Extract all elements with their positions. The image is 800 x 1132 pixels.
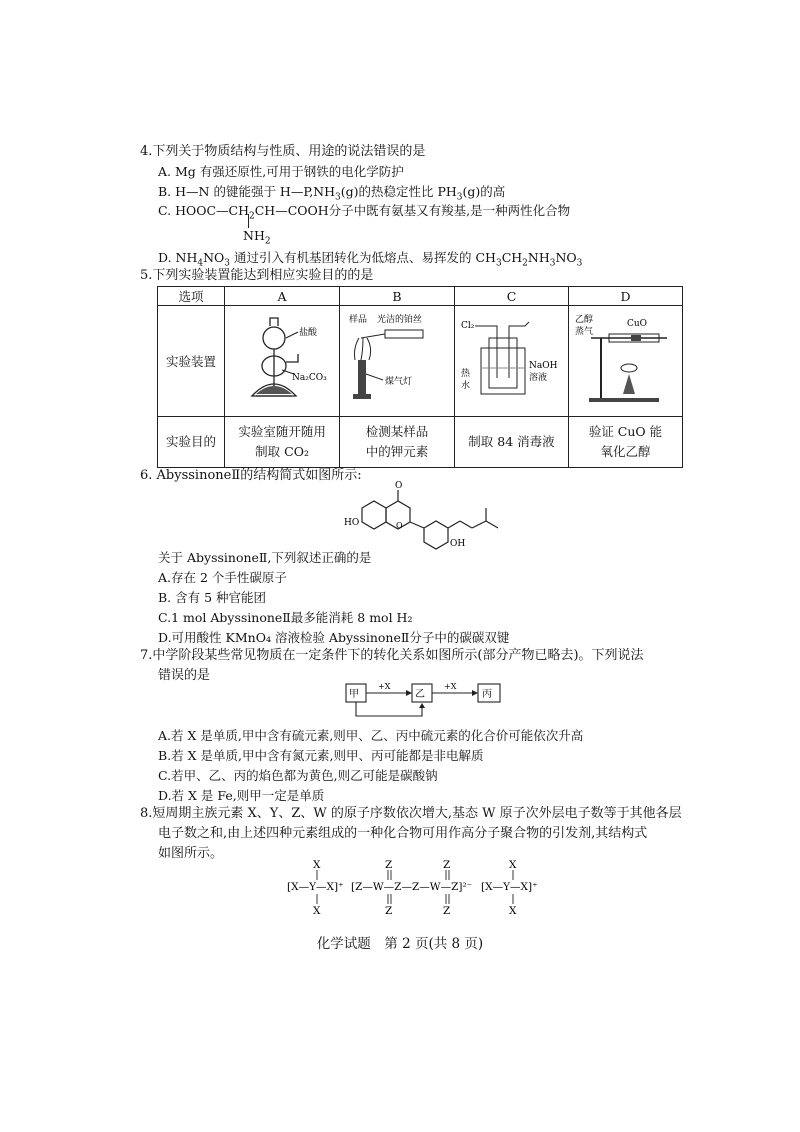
aim-b: [340, 417, 455, 468]
aim-line: 氧化乙醇: [600, 444, 651, 459]
q5-table: [157, 286, 683, 468]
formula-anion: [Z—W—Z—Z—W—Z]²⁻: [351, 881, 473, 893]
q4-option-c: C. $HOOC—CH_2CH—COOH$分子中既有氨基又有羧基,是一种两性化合物: [158, 203, 571, 222]
q7-transform-diagram: [340, 678, 510, 726]
q7-stem-2: 错误的是: [158, 668, 211, 683]
header-d: D: [568, 287, 682, 306]
z-top-1: Z: [385, 859, 393, 871]
aim-line: 检测某样品: [365, 424, 429, 439]
x-top-1: X: [313, 859, 321, 871]
aim-line: 验证 CuO 能: [588, 424, 663, 439]
formula-cation-1: [X—Y—X]⁺: [287, 881, 344, 893]
x-top-2: X: [509, 859, 517, 871]
q6-option-a: A.存在 2 个手性碳原子: [158, 570, 287, 585]
mol-o: O: [395, 481, 403, 491]
q6-option-c: C.1 mol AbyssinoneⅡ最多能消耗 8 mol H₂: [158, 610, 413, 625]
header-option: 选项: [158, 287, 225, 306]
label-cl2: Cl₂: [461, 320, 475, 331]
label-hot: 热: [461, 368, 471, 379]
apparatus-d: [568, 306, 682, 417]
cuo-oxidation-icon: [569, 308, 681, 412]
q8-stem-2: 电子数之和,由上述四种元素组成的一种化合物可用作高分子聚合物的引发剂,其结构式: [158, 826, 648, 841]
label-platinum-wire: 光洁的铂丝: [377, 314, 423, 325]
box-bing: 丙: [482, 689, 492, 700]
z-top-2: Z: [443, 859, 451, 871]
apparatus-c: [455, 306, 569, 417]
mol-ho: HO: [344, 518, 360, 528]
kipp-apparatus-icon: [226, 308, 338, 412]
aim-line: 中的钾元素: [365, 444, 429, 459]
row-apparatus-label: 实验装置: [158, 306, 225, 417]
q6-option-b: B. 含有 5 种官能团: [158, 590, 267, 605]
q7-option-b: B.若 X 是单质,甲中含有氮元素,则甲、丙可能都是非电解质: [158, 748, 484, 763]
label-vapor: 蒸气: [575, 326, 594, 337]
z-bottom-1: Z: [385, 905, 393, 917]
label-ethanol: 乙醇: [575, 314, 594, 325]
label-na2co3: Na₂CO₃: [292, 372, 327, 383]
z-bottom-2: Z: [443, 905, 451, 917]
bleach-prep-icon: [455, 308, 567, 412]
label-water: 水: [461, 380, 471, 391]
aim-c: [455, 417, 569, 468]
q7-option-c: C.若甲、乙、丙的焰色都为黄色,则乙可能是碳酸钠: [158, 768, 438, 783]
label-solution: 溶液: [529, 372, 548, 383]
aim-line: 制取 84 消毒液: [468, 434, 555, 449]
label-cuo: CuO: [627, 318, 648, 329]
label-burner: 煤气灯: [385, 376, 413, 387]
q5-stem: 5.下列实验装置能达到相应实验目的的是: [140, 268, 374, 283]
header-a: A: [225, 287, 340, 306]
q7-option-a: A.若 X 是单质,甲中含有硫元素,则甲、乙、丙中硫元素的化合价可能依次升高: [158, 728, 584, 743]
arrow-label-1: +X: [378, 682, 391, 691]
x-bottom-1: X: [313, 905, 321, 917]
box-jia: 甲: [349, 689, 359, 700]
q8-stem-3: 如图所示。: [158, 846, 224, 861]
header-c: C: [455, 287, 569, 306]
q4-option-d: D. $NH_4NO_3$ 通过引入有机基团转化为低熔点、易挥发的 $CH_3CH_2NH_3NO_3$: [158, 250, 583, 269]
label-hcl: 盐酸: [299, 327, 318, 338]
abyssinone-structure-icon: [340, 478, 520, 552]
q7-option-d: D.若 X 是 Fe,则甲一定是单质: [158, 788, 325, 803]
q4-option-b: B. H—N 的键能强于 $H—P,NH_3(g)$的热稳定性比 $PH_3(g)$的高: [158, 184, 506, 203]
apparatus-a: [225, 306, 340, 417]
q8-structure-formula: [285, 856, 575, 920]
aim-a: [225, 417, 340, 468]
q4-option-a: A. Mg 有强还原性,可用于钢铁的电化学防护: [158, 164, 404, 179]
q8-stem-1: 8.短周期主族元素 X、Y、Z、W 的原子序数依次增大,基态 W 原子次外层电子数等于其他各层: [140, 806, 682, 821]
q4-c-nh2: $NH_2$: [243, 228, 271, 247]
header-b: B: [340, 287, 455, 306]
flame-test-icon: [341, 308, 453, 412]
q7-stem-1: 7.中学阶段某些常见物质在一定条件下的转化关系如图所示(部分产物已略去)。下列说法: [140, 648, 644, 663]
x-bottom-2: X: [509, 905, 517, 917]
label-naoh: NaOH: [529, 360, 558, 371]
apparatus-b: [340, 306, 455, 417]
q6-lead: 关于 AbyssinoneⅡ,下列叙述正确的是: [158, 550, 372, 565]
q4-stem: 4.下列关于物质结构与性质、用途的说法错误的是: [140, 144, 426, 159]
row-aim-label: 实验目的: [158, 417, 225, 468]
aim-d: [568, 417, 682, 468]
mol-oh: OH: [450, 539, 466, 549]
q6-option-d: D.可用酸性 KMnO₄ 溶液检验 AbyssinoneⅡ分子中的碳碳双键: [158, 630, 510, 645]
box-yi: 乙: [415, 689, 425, 700]
page-footer: 化学试题 第 2 页(共 8 页): [316, 936, 484, 952]
q6-stem: 6. AbyssinoneⅡ的结构简式如图所示:: [140, 468, 362, 483]
formula-cation-2: [X—Y—X]⁺: [481, 881, 538, 893]
aim-line: 实验室随开随用: [238, 424, 326, 439]
label-sample: 样品: [349, 314, 368, 325]
arrow-label-2: +X: [444, 682, 457, 691]
ring-o: O: [396, 521, 403, 530]
aim-line: 制取 CO₂: [255, 444, 309, 459]
